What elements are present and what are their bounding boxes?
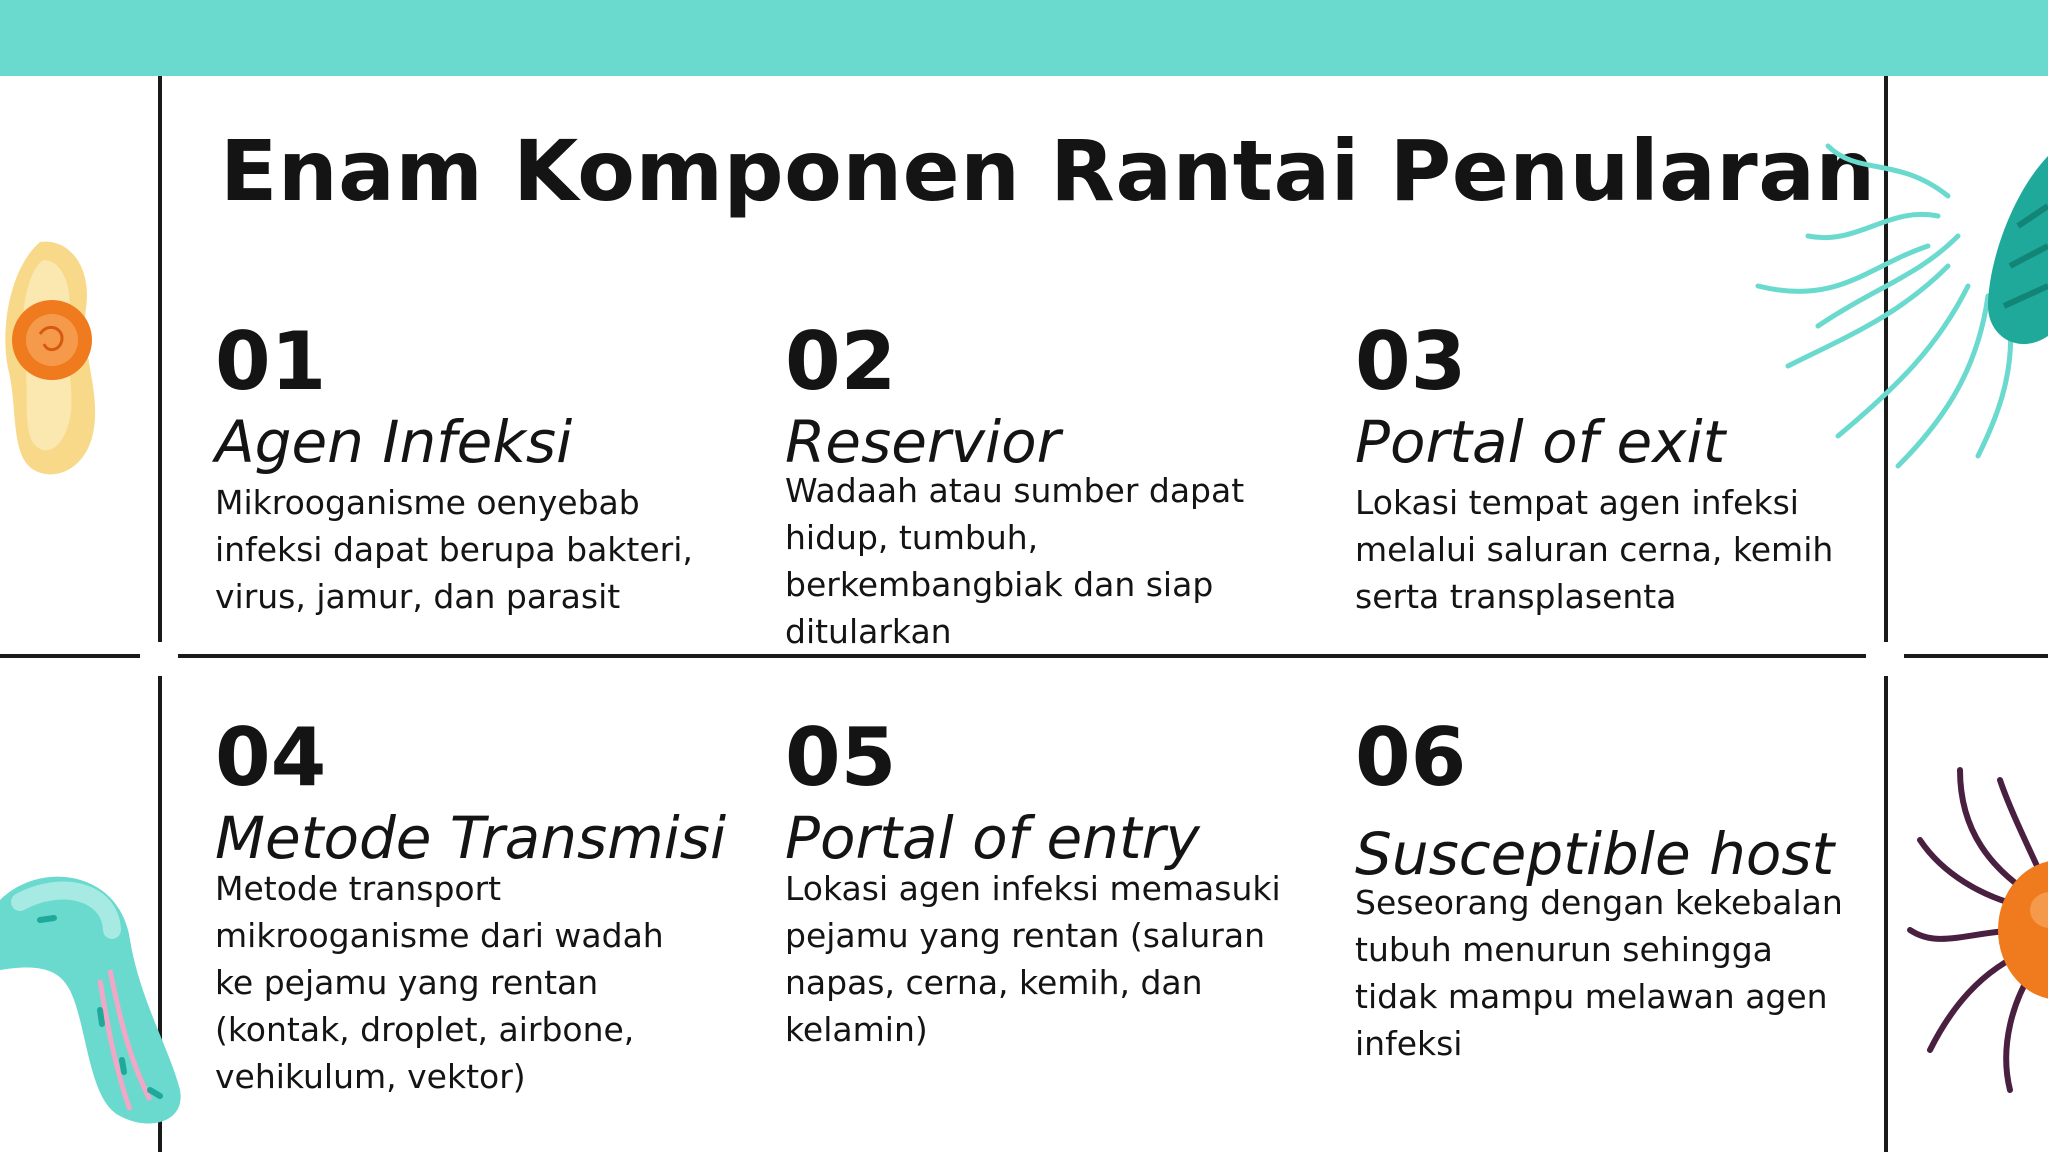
component-description: Seseorang dengan kekebalan tubuh menurun sehingga tidak mampu melawan agen infeksi <box>1355 882 1843 1063</box>
component-name: Portal of exit <box>1355 408 1726 476</box>
component-number: 03 <box>1355 315 1467 408</box>
grid-line-middle-left <box>0 654 140 658</box>
component-description: Metode transport mikrooganisme dari wadah ke pejamu yang rentan (kontak, droplet, airbone, vehikulum, vektor) <box>215 868 664 1096</box>
page-title: Enam Komponen Rantai Penularan <box>220 122 1876 220</box>
component-04 <box>215 711 735 1100</box>
grid-line-left <box>158 76 162 642</box>
component-description: Wadaah atau sumber dapat hidup, tumbuh, berkembangbiak dan siap ditularkan <box>785 470 1245 651</box>
grid-line-middle-right <box>1904 654 2048 658</box>
component-05 <box>785 711 1305 1053</box>
component-01 <box>215 315 735 620</box>
component-description: Lokasi tempat agen infeksi melalui saluran cerna, kemih serta transplasenta <box>1355 482 1834 616</box>
component-number: 05 <box>785 711 897 804</box>
virus-tentacles-icon <box>1900 750 2048 1100</box>
component-name: Portal of entry <box>785 804 1200 872</box>
component-06 <box>1355 711 1875 1067</box>
component-description: Lokasi agen infeksi memasuki pejamu yang rentan (saluran napas, cerna, kemih, dan kelamin) <box>785 868 1281 1049</box>
grid-line-right-lower <box>1884 676 1888 1152</box>
component-name: Susceptible host <box>1355 820 1835 888</box>
component-name: Reservior <box>785 408 1061 476</box>
component-number: 06 <box>1355 711 1467 804</box>
cell-illustration-icon <box>0 238 104 482</box>
top-accent-bar <box>0 0 2048 76</box>
component-number: 04 <box>215 711 327 804</box>
bacteria-flagella-icon <box>1748 136 2048 472</box>
component-number: 01 <box>215 315 327 408</box>
component-name: Agen Infeksi <box>215 408 573 476</box>
component-number: 02 <box>785 315 897 408</box>
worm-bacteria-icon <box>0 860 210 1130</box>
component-02 <box>785 315 1305 655</box>
component-name: Metode Transmisi <box>215 804 727 872</box>
component-description: Mikrooganisme oenyebab infeksi dapat berupa bakteri, virus, jamur, dan parasit <box>215 482 693 616</box>
